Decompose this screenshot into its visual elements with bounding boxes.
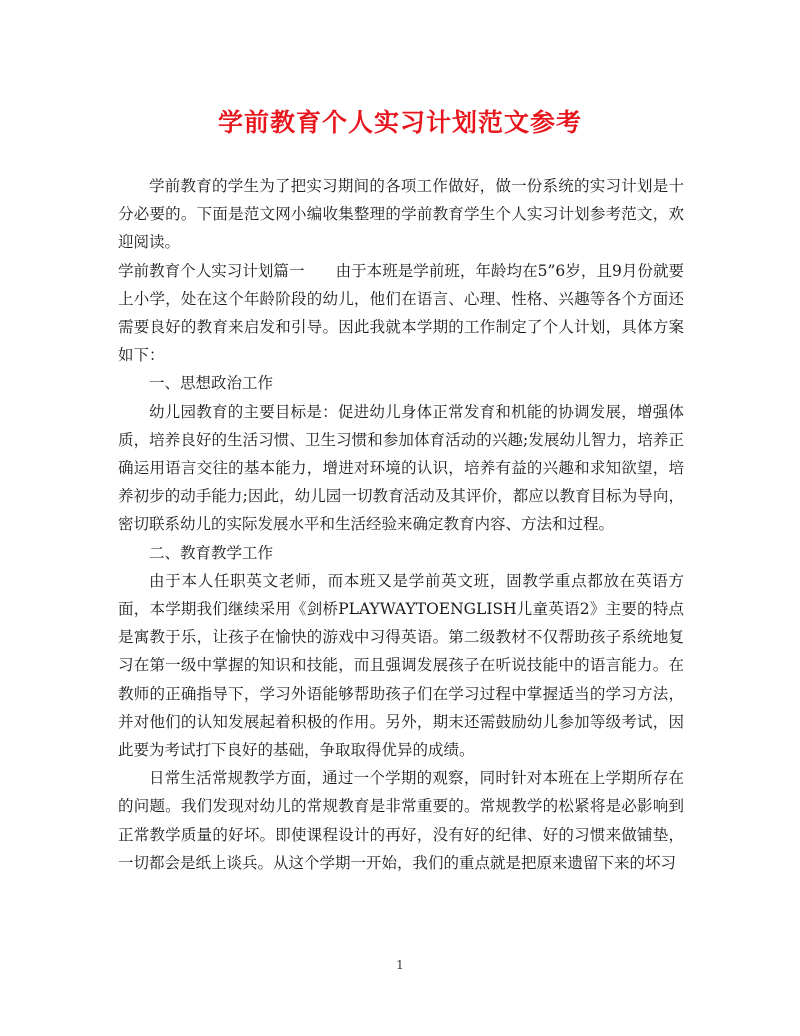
paragraph-3: 日常生活常规教学方面，通过一个学期的观察，同时针对本班在上学期所存在的问题。我们发现对幼儿的常规教育是非常重要的。常规教学的松紧将是必影响到正常教学质量的好坏。即使课程设计的再好，没有好的纪律、好的习惯来做铺垫，一切都会是纸上谈兵。从这个学期一开始，我们的重点就是把原来遗留下来的坏习 [118,769,684,872]
document-title: 学前教育个人实习计划范文参考 [217,108,582,137]
page-number: 1 [396,958,404,972]
paragraph-2: 由于本人任职英文老师，而本班又是学前英文班，固教学重点都放在英语方面，本学期我们继续采用《剑桥PLAYWAYTOENGLISH儿童英语2》主要的特点是寓教于乐，让孩子在愉快的游戏中习得英语。第二级教材不仅帮助孩子系统地复习在第一级中掌握的知识和技能，而且强调发展孩子在听说技能中的语言能力。在教师的正确指导下，学习外语能够帮助孩子们在学习过程中掌握适当的学习方法，并对他们的认知发展起着积极的作用。另外，期末还需鼓励幼儿参加等级考试，因此要为考试打下良好的基础，争取取得优异的成绩。 [118,571,684,760]
document-body [118,172,684,877]
intro-paragraph: 学前教育的学生为了把实习期间的各项工作做好，做一份系统的实习计划是十分必要的。下面是范文网小编收集整理的学前教育学生个人实习计划参考范文，欢迎阅读。 [118,177,684,252]
section-heading-1: 一、思想政治工作 [149,374,274,393]
section-lead-paragraph: 学前教育个人实习计划篇一 由于本班是学前班，年龄均在5”6岁，且9月份就要上小学，处在这个年龄阶段的幼儿，他们在语言、心理、性格、兴趣等各个方面还需要良好的教育来启发和引导。因此我就本学期的工作制定了个人计划，具体方案如下： [118,261,684,365]
paragraph-1: 幼儿园教育的主要目标是：促进幼儿身体正常发育和机能的协调发展，增强体质，培养良好的生活习惯、卫生习惯和参加体育活动的兴趣;发展幼儿智力，培养正确运用语言交往的基本能力，增进对环境的认识，培养有益的兴趣和求知欲望，培养初步的动手能力;因此，幼儿园一切教育活动及其评价，都应以教育目标为导向，密切联系幼儿的实际发展水平和生活经验来确定教育内容、方法和过程。 [118,402,684,534]
section-heading-2: 二、教育教学工作 [149,543,274,562]
